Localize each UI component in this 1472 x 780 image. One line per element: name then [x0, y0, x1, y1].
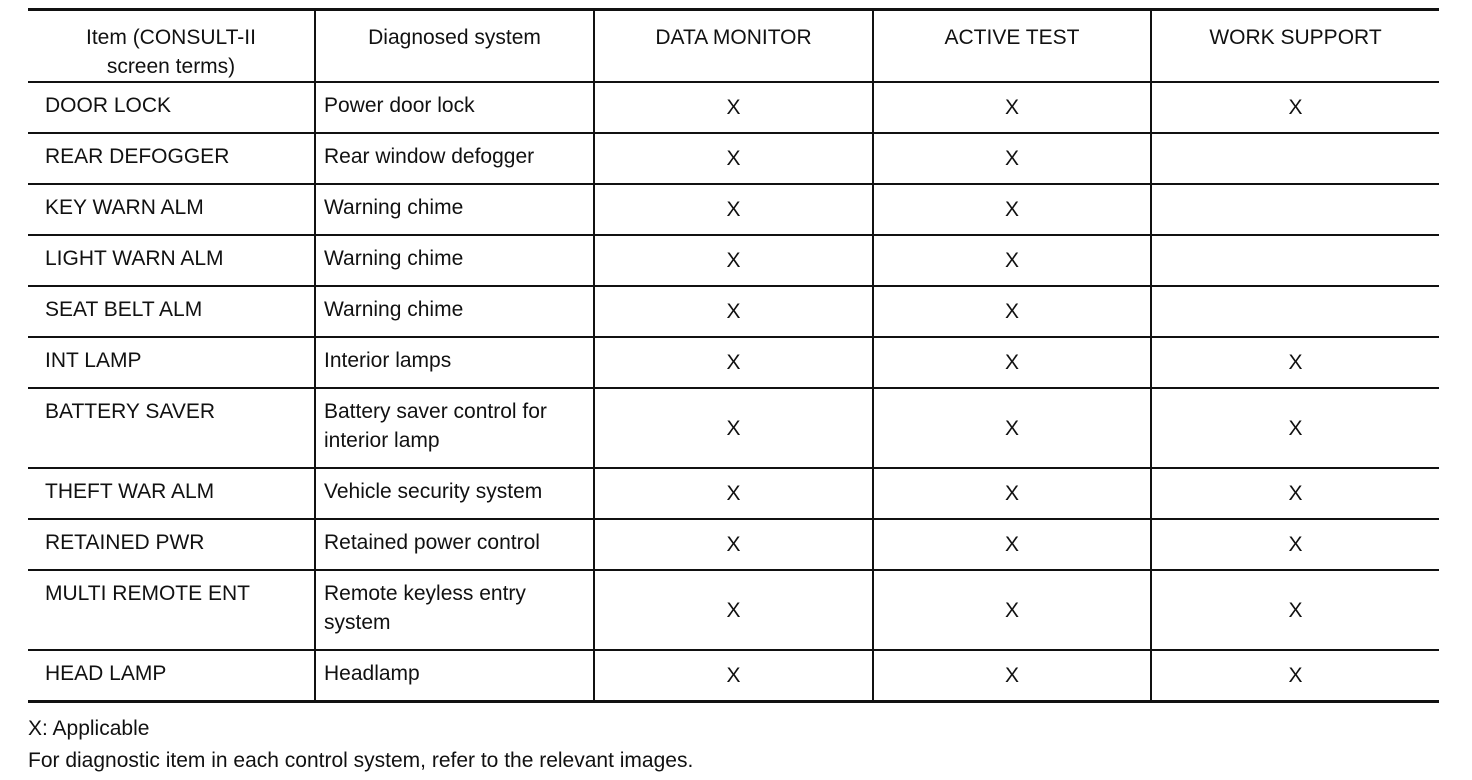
work-support-cell: X: [1151, 570, 1439, 650]
system-cell: Retained power control: [315, 519, 594, 570]
item-cell: RETAINED PWR: [28, 519, 315, 570]
data-monitor-cell: X: [594, 388, 873, 468]
work-support-cell: [1151, 184, 1439, 235]
active-test-cell: X: [873, 388, 1151, 468]
table-notes: [28, 713, 1439, 777]
work-support-cell: X: [1151, 337, 1439, 388]
data-monitor-cell: X: [594, 235, 873, 286]
data-monitor-cell: X: [594, 82, 873, 133]
item-cell: INT LAMP: [28, 337, 315, 388]
item-cell: HEAD LAMP: [28, 650, 315, 702]
active-test-cell: X: [873, 468, 1151, 519]
data-monitor-cell: X: [594, 133, 873, 184]
table-row: [28, 82, 1439, 133]
work-support-cell: X: [1151, 650, 1439, 702]
data-monitor-cell: X: [594, 519, 873, 570]
diagnostic-items-table: [28, 8, 1439, 703]
work-support-cell: X: [1151, 468, 1439, 519]
system-cell: Rear window defogger: [315, 133, 594, 184]
system-cell: Interior lamps: [315, 337, 594, 388]
document: [28, 8, 1439, 777]
item-cell: DOOR LOCK: [28, 82, 315, 133]
table-row: [28, 337, 1439, 388]
work-support-cell: [1151, 133, 1439, 184]
item-cell: BATTERY SAVER: [28, 388, 315, 468]
system-cell: Vehicle security system: [315, 468, 594, 519]
header-data-monitor: DATA MONITOR: [594, 10, 873, 83]
system-cell: Headlamp: [315, 650, 594, 702]
active-test-cell: X: [873, 82, 1151, 133]
table-row: [28, 570, 1439, 650]
data-monitor-cell: X: [594, 468, 873, 519]
table-row: [28, 468, 1439, 519]
header-diagnosed-system: Diagnosed system: [315, 10, 594, 83]
active-test-cell: X: [873, 650, 1151, 702]
item-cell: MULTI REMOTE ENT: [28, 570, 315, 650]
work-support-cell: [1151, 235, 1439, 286]
active-test-cell: X: [873, 133, 1151, 184]
data-monitor-cell: X: [594, 337, 873, 388]
header-item: Item (CONSULT-II screen terms): [28, 10, 315, 83]
system-cell: Warning chime: [315, 184, 594, 235]
system-cell: Warning chime: [315, 235, 594, 286]
work-support-cell: X: [1151, 388, 1439, 468]
system-cell: Power door lock: [315, 82, 594, 133]
item-cell: THEFT WAR ALM: [28, 468, 315, 519]
reference-note: For diagnostic item in each control system, refer to the relevant images.: [28, 749, 694, 772]
active-test-cell: X: [873, 286, 1151, 337]
data-monitor-cell: X: [594, 570, 873, 650]
system-cell: Remote keyless entry system: [315, 570, 594, 650]
data-monitor-cell: X: [594, 650, 873, 702]
work-support-cell: [1151, 286, 1439, 337]
active-test-cell: X: [873, 519, 1151, 570]
header-work-support: WORK SUPPORT: [1151, 10, 1439, 83]
legend-note: X: Applicable: [28, 717, 150, 740]
table-row: [28, 388, 1439, 468]
system-cell: Warning chime: [315, 286, 594, 337]
item-cell: REAR DEFOGGER: [28, 133, 315, 184]
table-row: [28, 650, 1439, 702]
table-row: [28, 519, 1439, 570]
item-cell: SEAT BELT ALM: [28, 286, 315, 337]
table-row: [28, 286, 1439, 337]
active-test-cell: X: [873, 570, 1151, 650]
item-cell: KEY WARN ALM: [28, 184, 315, 235]
active-test-cell: X: [873, 235, 1151, 286]
work-support-cell: X: [1151, 519, 1439, 570]
table-row: [28, 184, 1439, 235]
table-row: [28, 235, 1439, 286]
active-test-cell: X: [873, 337, 1151, 388]
header-active-test: ACTIVE TEST: [873, 10, 1151, 83]
header-row: [28, 10, 1439, 83]
system-cell: Battery saver control for interior lamp: [315, 388, 594, 468]
active-test-cell: X: [873, 184, 1151, 235]
table-row: [28, 133, 1439, 184]
item-cell: LIGHT WARN ALM: [28, 235, 315, 286]
data-monitor-cell: X: [594, 184, 873, 235]
work-support-cell: X: [1151, 82, 1439, 133]
data-monitor-cell: X: [594, 286, 873, 337]
